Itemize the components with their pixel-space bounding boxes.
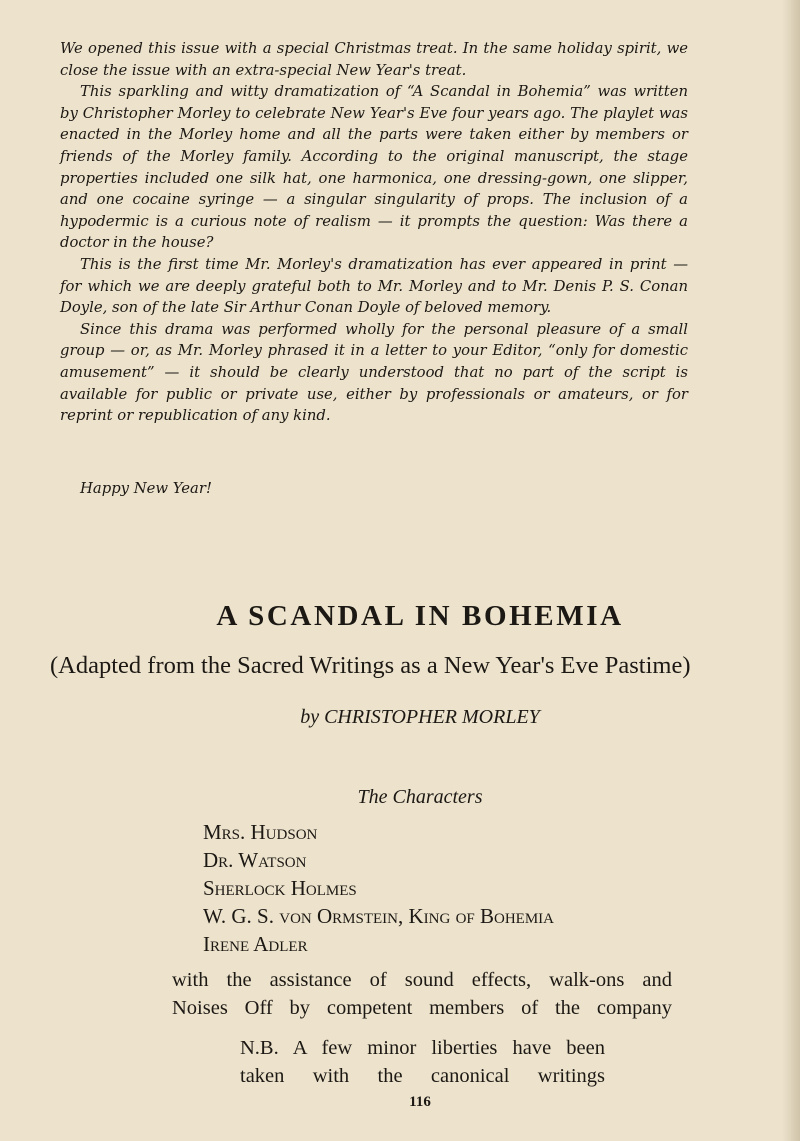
character-item: Sherlock Holmes bbox=[203, 876, 357, 900]
assistance-note bbox=[172, 966, 672, 1022]
editorial-paragraph: Since this drama was performed wholly for the personal pleasure of a small group — or, as Mr. Morley phrased it in a letter to your Editor, “only for domestic amusement” — it should be clearly understood that no part of the script is available for public or private use, either by professionals or amateurs, or for reprint or republication of any kind. bbox=[60, 320, 688, 425]
nb-line: taken with the canonical writings bbox=[240, 1065, 605, 1087]
closing-greeting: Happy New Year! bbox=[80, 480, 212, 497]
page-edge-shadow bbox=[782, 0, 800, 1141]
editorial-paragraph: This is the first time Mr. Morley's dramatization has ever appeared in print — for which we are deeply grateful both to Mr. Morley and to Mr. Denis P. S. Conan Doyle, son of the late Sir Arthur Conan Doyle of beloved memory. bbox=[60, 255, 688, 317]
assistance-line: Noises Off by competent members of the company bbox=[172, 997, 672, 1019]
editorial-note bbox=[60, 38, 688, 427]
author-byline: by CHRISTOPHER MORLEY bbox=[300, 706, 540, 728]
character-item: Dr. Watson bbox=[203, 848, 307, 872]
page-number: 116 bbox=[409, 1094, 431, 1110]
nb-note bbox=[240, 1034, 605, 1090]
editorial-paragraph: We opened this issue with a special Christmas treat. In the same holiday spirit, we close the issue with an extra-special New Year's treat. bbox=[60, 40, 688, 79]
play-title: A SCANDAL IN BOHEMIA bbox=[216, 600, 624, 632]
nb-line: N.B. A few minor liberties have been bbox=[240, 1037, 605, 1059]
editorial-paragraph: This sparkling and witty dramatization of “A Scandal in Bohemia” was written by Christopher Morley to celebrate New Year's Eve four years ago. The playlet was enacted in the Morley home and all the parts were taken either by members or friends of the Morley family. According to the original manuscript, the stage properties included one silk hat, one harmonica, one dressing-gown, one slipper, and one cocaine syringe — a singular singularity of props. The inclusion of a hypodermic is a curious note of realism — it prompts the question: Was there a doctor in the house? bbox=[60, 83, 688, 252]
character-item: W. G. S. von Ormstein, King of Bohemia bbox=[203, 904, 554, 928]
assistance-line: with the assistance of sound effects, walk-ons and bbox=[172, 969, 672, 991]
characters-list bbox=[203, 818, 554, 958]
play-subtitle: (Adapted from the Sacred Writings as a New Year's Eve Pastime) bbox=[50, 652, 691, 679]
characters-heading: The Characters bbox=[357, 786, 483, 808]
character-item: Mrs. Hudson bbox=[203, 820, 318, 844]
character-item: Irene Adler bbox=[203, 932, 308, 956]
